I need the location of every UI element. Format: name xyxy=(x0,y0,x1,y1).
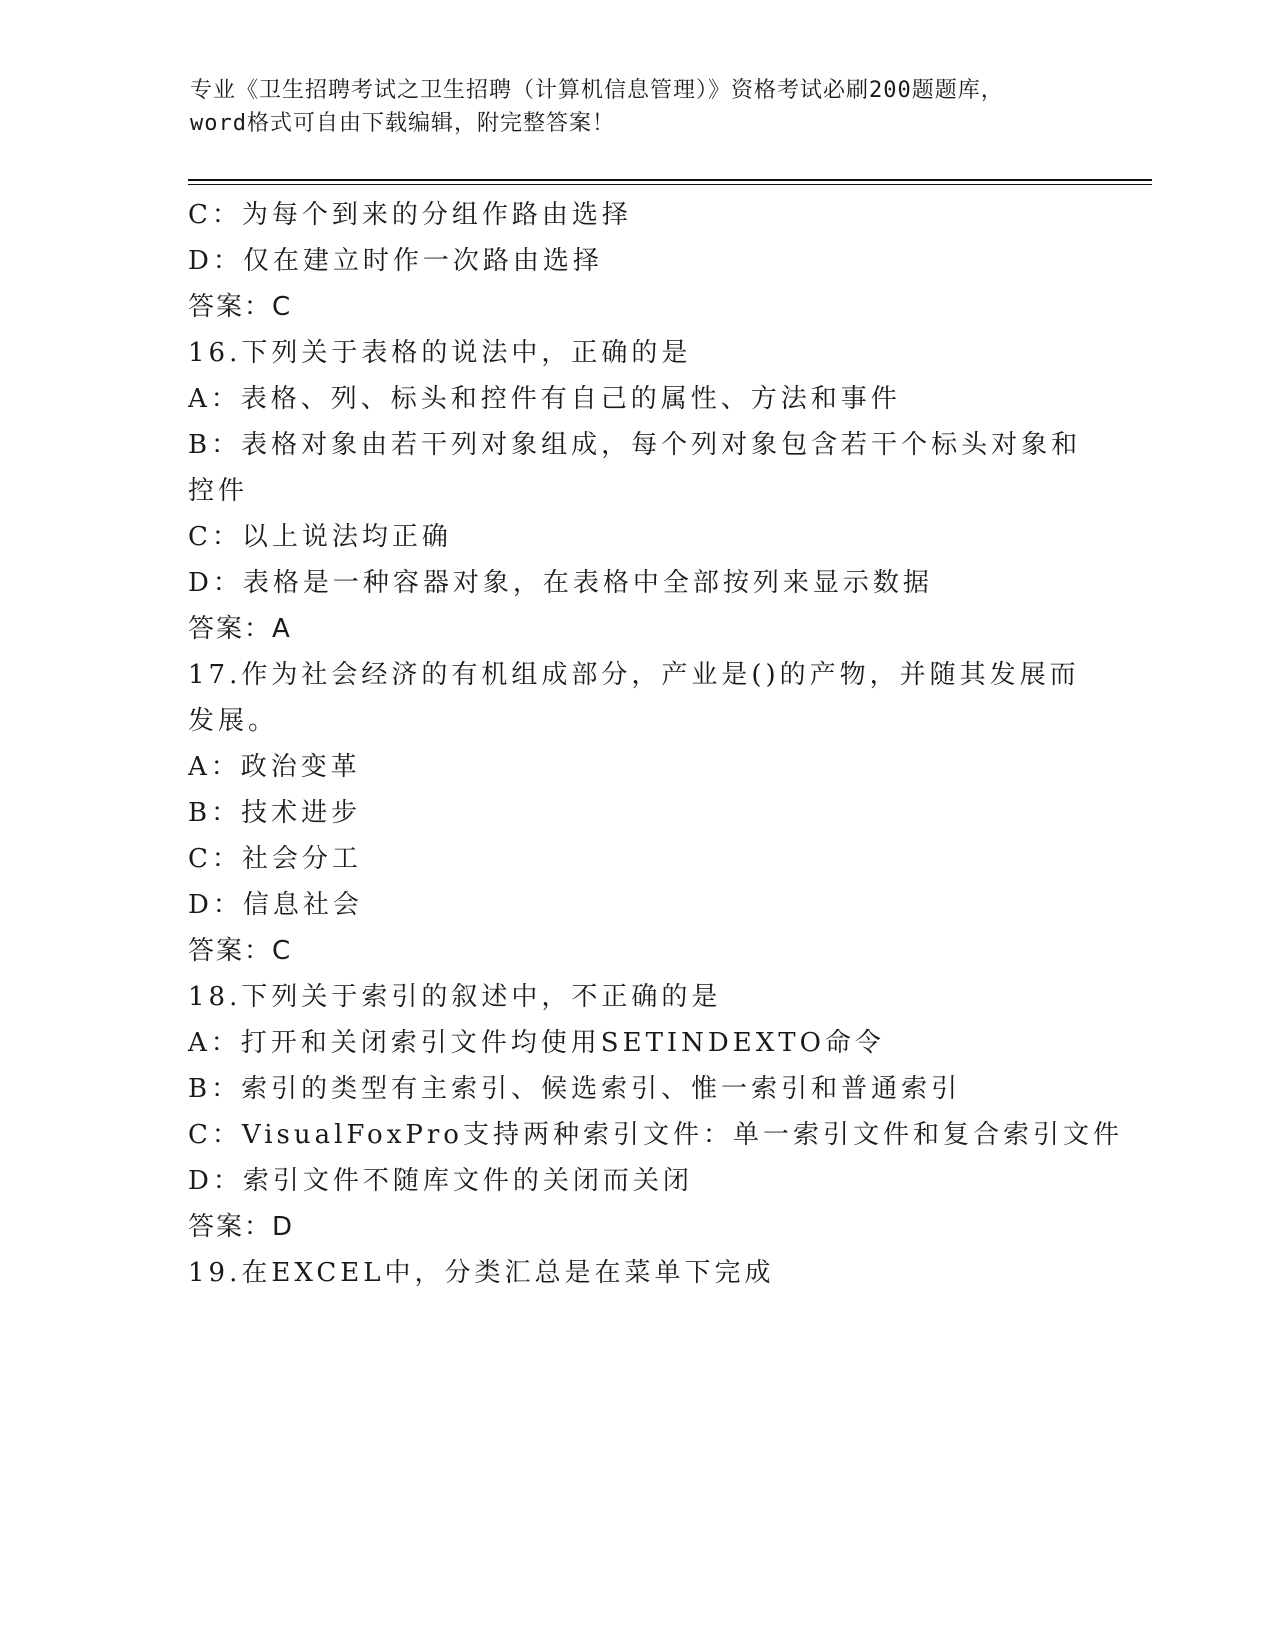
answer-line: 答案：A xyxy=(188,614,292,644)
option-d: D：表格是一种容器对象，在表格中全部按列来显示数据 xyxy=(188,568,933,598)
option-a: A：政治变革 xyxy=(188,752,361,782)
question-17 xyxy=(188,652,1088,974)
option-c: C：社会分工 xyxy=(188,844,362,874)
option-d: D：仅在建立时作一次路由选择 xyxy=(188,246,603,276)
question-stem: 19.在EXCEL中，分类汇总是在菜单下完成 xyxy=(188,1258,775,1288)
option-d: D：信息社会 xyxy=(188,890,363,920)
question-15-fragment xyxy=(188,192,1088,330)
answer-line: 答案：D xyxy=(188,1212,295,1242)
option-c: C：为每个到来的分组作路由选择 xyxy=(188,200,632,230)
option-d: D：索引文件不随库文件的关闭而关闭 xyxy=(188,1166,693,1196)
option-a: A：打开和关闭索引文件均使用SETINDEXTO命令 xyxy=(188,1028,885,1058)
header-divider xyxy=(188,179,1152,181)
option-b: B：索引的类型有主索引、候选索引、惟一索引和普通索引 xyxy=(188,1074,962,1104)
header-title-line-2: word格式可自由下载编辑，附完整答案！ xyxy=(190,111,615,136)
page-header xyxy=(190,74,1090,140)
option-c: C：以上说法均正确 xyxy=(188,522,452,552)
option-a: A：表格、列、标头和控件有自己的属性、方法和事件 xyxy=(188,384,901,414)
document-body xyxy=(188,192,1123,1296)
option-c: C：VisualFoxPro支持两种索引文件：单一索引文件和复合索引文件 xyxy=(188,1120,1123,1150)
answer-line: 答案：C xyxy=(188,936,293,966)
header-title-line-1: 专业《卫生招聘考试之卫生招聘（计算机信息管理）》资格考试必刷200题题库， xyxy=(190,78,1004,103)
option-b: B：技术进步 xyxy=(188,798,362,828)
question-19 xyxy=(188,1250,1088,1296)
question-18 xyxy=(188,974,1123,1250)
option-b: B：表格对象由若干列对象组成，每个列对象包含若干个标头对象和控件 xyxy=(188,430,1082,506)
question-stem: 17.作为社会经济的有机组成部分，产业是()的产物，并随其发展而发展。 xyxy=(188,660,1080,736)
answer-line: 答案：C xyxy=(188,292,293,322)
question-stem: 16.下列关于表格的说法中，正确的是 xyxy=(188,338,692,368)
header-divider-thin xyxy=(188,184,1152,185)
question-stem: 18.下列关于索引的叙述中，不正确的是 xyxy=(188,982,722,1012)
question-16 xyxy=(188,330,1088,652)
